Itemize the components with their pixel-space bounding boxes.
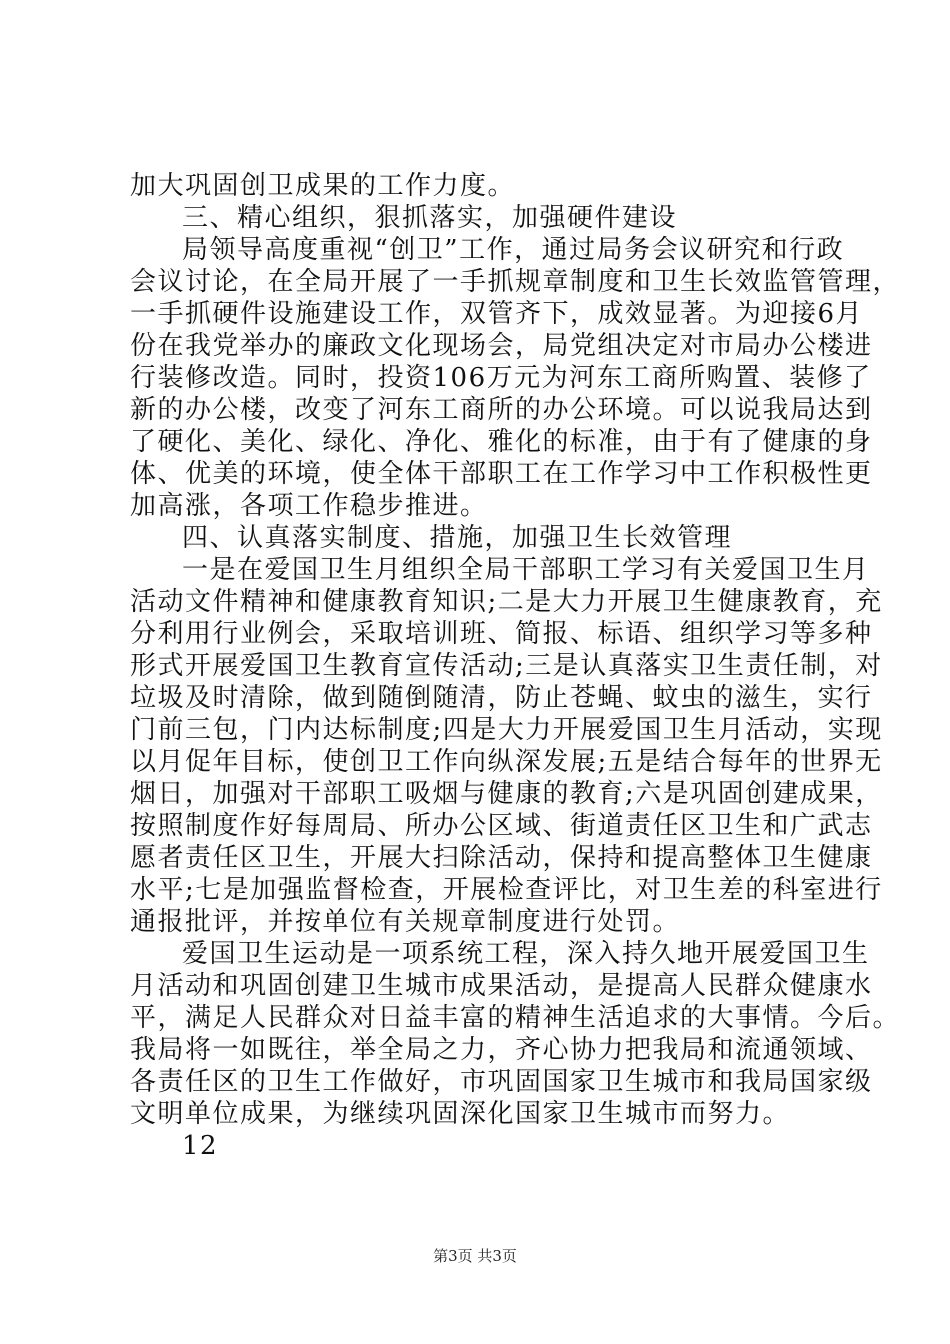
document-body <box>130 170 901 1162</box>
text-line: 一手抓硬件设施建设工作，双管齐下，成效显著。为迎接6月 <box>130 299 864 329</box>
text-line: 体、优美的环境，使全体干部职工在工作学习中工作积极性更 <box>130 459 873 489</box>
text-line: 平，满足人民群众对日益丰富的精神生活追求的大事情。今后。 <box>130 1003 901 1033</box>
page-number-text: 12 <box>182 1131 219 1161</box>
text-line: 份在我党举办的廉政文化现场会，局党组决定对市局办公楼进 <box>130 331 873 361</box>
text-line: 局领导高度重视“创卫”工作，通过局务会议研究和行政 <box>182 235 845 265</box>
section-heading-4: 四、认真落实制度、措施，加强卫生长效管理 <box>182 523 733 553</box>
text-line: 形式开展爱国卫生教育宣传活动;三是认真落实卫生责任制，对 <box>130 651 883 681</box>
text-line: 加高涨，各项工作稳步推进。 <box>130 491 488 521</box>
text-line: 按照制度作好每周局、所办公区域、街道责任区卫生和广武志 <box>130 811 873 841</box>
text-line: 各责任区的卫生工作做好，市巩固国家卫生城市和我局国家级 <box>130 1067 873 1097</box>
text-line: 分利用行业例会，采取培训班、简报、标语、组织学习等多种 <box>130 619 873 649</box>
text-line: 垃圾及时清除，做到随倒随清，防止苍蝇、蚊虫的滋生，实行 <box>130 683 873 713</box>
text-line: 愿者责任区卫生，开展大扫除活动，保持和提高整体卫生健康 <box>130 843 873 873</box>
text-line: 加大巩固创卫成果的工作力度。 <box>130 171 516 201</box>
section-heading-3: 三、精心组织，狠抓落实，加强硬件建设 <box>182 203 678 233</box>
text-line: 门前三包，门内达标制度;四是大力开展爱国卫生月活动，实现 <box>130 715 883 745</box>
text-line: 月活动和巩固创建卫生城市成果活动，是提高人民群众健康水 <box>130 971 873 1001</box>
text-line: 我局将一如既往，举全局之力，齐心协力把我局和流通领域、 <box>130 1035 873 1065</box>
text-line: 烟日，加强对干部职工吸烟与健康的教育;六是巩固创建成果， <box>130 779 883 809</box>
page-footer: 第3页 共3页 <box>433 1247 517 1265</box>
text-line: 通报批评，并按单位有关规章制度进行处罚。 <box>130 907 681 937</box>
text-line: 活动文件精神和健康教育知识;二是大力开展卫生健康教育，充 <box>130 587 883 617</box>
text-line: 了硬化、美化、绿化、净化、雅化的标准，由于有了健康的身 <box>130 427 873 457</box>
text-line: 行装修改造。同时，投资106万元为河东工商所购置、装修了 <box>130 363 872 393</box>
text-line: 一是在爱国卫生月组织全局干部职工学习有关爱国卫生月 <box>182 555 870 585</box>
text-line: 新的办公楼，改变了河东工商所的办公环境。可以说我局达到 <box>130 395 873 425</box>
text-line: 水平;七是加强监督检查，开展检查评比，对卫生差的科室进行 <box>130 875 883 905</box>
text-line: 以月促年目标，使创卫工作向纵深发展;五是结合每年的世界无 <box>130 747 883 777</box>
text-line: 会议讨论，在全局开展了一手抓规章制度和卫生长效监管管理， <box>130 267 901 297</box>
text-line: 文明单位成果，为继续巩固深化国家卫生城市而努力。 <box>130 1099 791 1129</box>
text-line: 爱国卫生运动是一项系统工程，深入持久地开展爱国卫生 <box>182 939 870 969</box>
